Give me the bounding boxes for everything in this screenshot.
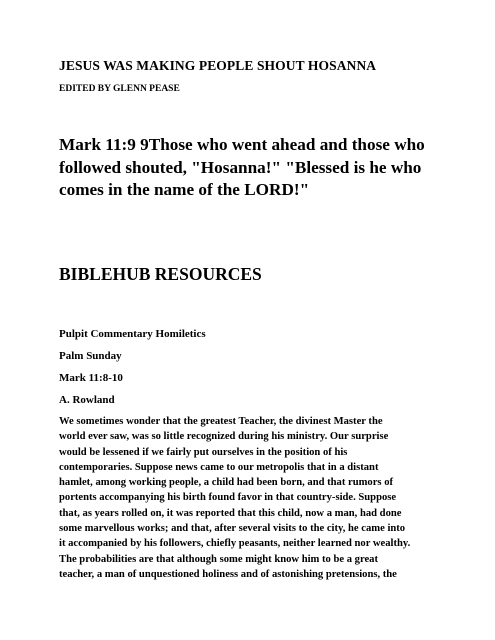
body-line: hamlet, among working people, a child had been born, and that rumors of (59, 477, 394, 489)
occasion-label: Palm Sunday (59, 350, 122, 362)
body-line: some marvellous works; and that, after several visits to the city, he came into (59, 523, 406, 535)
section-heading: BIBLEHUB RESOURCES (59, 264, 262, 284)
body-paragraph (59, 414, 459, 582)
body-line: teacher, a man of unquestioned holiness and of astonishing pretensions, the (59, 568, 397, 580)
body-line: would be lessened if we fairly put ourselves in the position of his (59, 446, 348, 458)
body-line: We sometimes wonder that the greatest Teacher, the divinest Master the (59, 416, 383, 427)
reference-label: Mark 11:8-10 (59, 372, 123, 384)
editor-credit: EDITED BY GLENN PEASE (59, 84, 180, 94)
body-line: The probabilities are that although some might know him to be a great (59, 553, 379, 565)
source-label: Pulpit Commentary Homiletics (59, 328, 206, 340)
body-line: portents accompanying his birth found favor in that country-side. Suppose (59, 492, 397, 504)
author-label: A. Rowland (59, 394, 115, 406)
scripture-verse: Mark 11:9 9Those who went ahead and those who followed shouted, "Hosanna!" "Blessed is he who comes in the name of the LORD!" (59, 135, 425, 199)
body-line: that, as years rolled on, it was reported that this child, now a man, had done (59, 507, 402, 519)
document-title: JESUS WAS MAKING PEOPLE SHOUT HOSANNA (59, 58, 377, 73)
body-line: contemporaries. Suppose news came to our metropolis that in a distant (59, 461, 379, 473)
body-line: world ever saw, was so little recognized during his ministry. Our surprise (59, 431, 389, 443)
body-line: it accompanied by his followers, chiefly peasants, neither learned nor wealthy. (59, 538, 411, 550)
